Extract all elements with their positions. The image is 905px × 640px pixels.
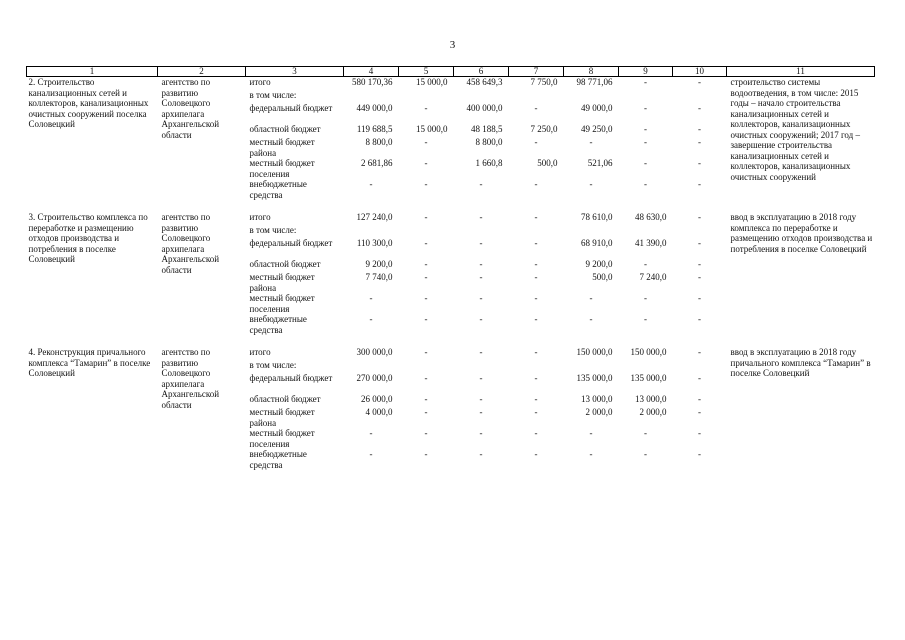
funding-source: итого bbox=[249, 212, 271, 222]
amount-cell bbox=[399, 225, 454, 238]
amount-cell: - bbox=[698, 373, 701, 383]
amount-cell: - bbox=[698, 272, 701, 282]
amount-cell: - bbox=[698, 179, 701, 189]
amount-cell bbox=[564, 225, 619, 238]
amount-cell: - bbox=[479, 238, 483, 248]
amount-cell: - bbox=[698, 124, 701, 134]
amount-cell: - bbox=[424, 428, 428, 438]
separator-cell bbox=[27, 335, 875, 347]
amount-cell: 1 660,8 bbox=[475, 158, 503, 168]
amount-cell: 127 240,0 bbox=[356, 212, 393, 222]
expected-result: ввод в эксплуатацию в 2018 году комплекса по переработке и размещению отходов производства и потребления в поселке Соловецкий bbox=[730, 212, 873, 254]
project-separator bbox=[27, 200, 875, 212]
amount-cell: 449 000,0 bbox=[356, 103, 393, 113]
amount-cell: - bbox=[424, 137, 428, 147]
amount-cell: - bbox=[698, 347, 701, 357]
table-body bbox=[27, 77, 875, 471]
amount-cell: - bbox=[698, 212, 701, 222]
amount-cell: 41 390,0 bbox=[635, 238, 667, 248]
amount-cell: - bbox=[644, 103, 647, 113]
amount-cell: - bbox=[644, 179, 647, 189]
amount-cell: - bbox=[424, 259, 428, 269]
amount-cell: - bbox=[698, 449, 701, 459]
amount-cell: 135 000,0 bbox=[576, 373, 613, 383]
amount-cell: 270 000,0 bbox=[356, 373, 393, 383]
amount-cell: - bbox=[369, 428, 373, 438]
amount-cell: - bbox=[644, 428, 647, 438]
amount-cell: - bbox=[698, 394, 701, 404]
amount-cell bbox=[619, 225, 673, 238]
column-header: 2 bbox=[158, 67, 246, 77]
amount-cell: - bbox=[424, 179, 428, 189]
table-row bbox=[27, 212, 875, 225]
amount-cell: - bbox=[644, 293, 647, 303]
amount-cell: - bbox=[534, 293, 538, 303]
expected-result: строительство системы водоотведения, в том числе: 2015 годы – начало строительства канализационных сетей и коллекторов, канализационных очистных сооружений; 2017 год – завершение строительства канализационных сетей и коллекторов, канализационных очистных сооружений bbox=[730, 77, 860, 182]
column-header: 8 bbox=[564, 67, 619, 77]
amount-cell: - bbox=[698, 238, 701, 248]
table-row bbox=[27, 347, 875, 360]
amount-cell: - bbox=[369, 293, 373, 303]
amount-cell: - bbox=[698, 259, 701, 269]
amount-cell: - bbox=[698, 314, 701, 324]
amount-cell: 500,0 bbox=[592, 272, 613, 282]
amount-cell: - bbox=[534, 238, 538, 248]
amount-cell: - bbox=[698, 428, 701, 438]
funding-source: в том числе: bbox=[249, 225, 297, 235]
amount-cell: 9 200,0 bbox=[585, 259, 613, 269]
amount-cell: 13 000,0 bbox=[581, 394, 613, 404]
amount-cell: 26 000,0 bbox=[361, 394, 393, 404]
amount-cell: - bbox=[534, 347, 538, 357]
amount-cell: - bbox=[479, 179, 483, 189]
amount-cell: - bbox=[534, 137, 538, 147]
funding-source: местный бюджет поселения bbox=[249, 158, 315, 179]
funding-source: областной бюджет bbox=[249, 394, 321, 404]
amount-cell: - bbox=[644, 449, 647, 459]
amount-cell bbox=[619, 360, 673, 373]
amount-cell bbox=[454, 90, 509, 103]
funding-source: местный бюджет района bbox=[249, 272, 315, 293]
amount-cell: - bbox=[479, 212, 483, 222]
funding-source: внебюджетные средства bbox=[249, 179, 307, 200]
amount-cell: 49 250,0 bbox=[581, 124, 613, 134]
amount-cell: 2 000,0 bbox=[639, 407, 667, 417]
amount-cell: - bbox=[424, 212, 428, 222]
amount-cell: 300 000,0 bbox=[356, 347, 393, 357]
amount-cell: 400 000,0 bbox=[466, 103, 503, 113]
funding-source: федеральный бюджет bbox=[249, 373, 333, 383]
funding-source: областной бюджет bbox=[249, 124, 321, 134]
amount-cell bbox=[673, 225, 727, 238]
amount-cell: - bbox=[534, 394, 538, 404]
amount-cell: 15 000,0 bbox=[416, 124, 448, 134]
expected-result: ввод в эксплуатацию в 2018 году причального комплекса “Тамарин” в поселке Соловецкий bbox=[730, 347, 871, 378]
amount-cell bbox=[564, 90, 619, 103]
column-header: 5 bbox=[399, 67, 454, 77]
amount-cell: - bbox=[534, 428, 538, 438]
amount-cell: 7 750,0 bbox=[530, 77, 558, 87]
amount-cell: - bbox=[589, 449, 593, 459]
funding-table-container bbox=[26, 66, 874, 470]
amount-cell: - bbox=[698, 158, 701, 168]
amount-cell: - bbox=[369, 314, 373, 324]
amount-cell bbox=[454, 360, 509, 373]
amount-cell: - bbox=[644, 314, 647, 324]
responsible-agency: агентство по развитию Соловецкого архипелага Архангельской области bbox=[161, 77, 220, 140]
amount-cell: - bbox=[424, 293, 428, 303]
funding-source: местный бюджет района bbox=[249, 407, 315, 428]
amount-cell: - bbox=[644, 137, 647, 147]
amount-cell bbox=[619, 90, 673, 103]
amount-cell: 7 250,0 bbox=[530, 124, 558, 134]
funding-source: местный бюджет поселения bbox=[249, 293, 315, 314]
column-header: 4 bbox=[344, 67, 399, 77]
amount-cell: 135 000,0 bbox=[630, 373, 667, 383]
column-header: 6 bbox=[454, 67, 509, 77]
column-header: 11 bbox=[727, 67, 875, 77]
table-row bbox=[27, 77, 875, 91]
amount-cell: - bbox=[534, 272, 538, 282]
amount-cell: - bbox=[644, 124, 647, 134]
funding-source: в том числе: bbox=[249, 360, 297, 370]
amount-cell: - bbox=[479, 259, 483, 269]
amount-cell: 68 910,0 bbox=[581, 238, 613, 248]
column-header: 3 bbox=[246, 67, 344, 77]
funding-source: федеральный бюджет bbox=[249, 238, 333, 248]
amount-cell bbox=[509, 90, 564, 103]
amount-cell: - bbox=[698, 77, 701, 87]
amount-cell: 2 000,0 bbox=[585, 407, 613, 417]
amount-cell: - bbox=[424, 272, 428, 282]
amount-cell: 8 800,0 bbox=[475, 137, 503, 147]
column-header: 10 bbox=[673, 67, 727, 77]
amount-cell bbox=[344, 90, 399, 103]
funding-source: федеральный бюджет bbox=[249, 103, 333, 113]
funding-source: местный бюджет района bbox=[249, 137, 315, 158]
amount-cell: - bbox=[589, 293, 593, 303]
amount-cell: - bbox=[479, 373, 483, 383]
amount-cell: 78 610,0 bbox=[581, 212, 613, 222]
amount-cell: - bbox=[369, 449, 373, 459]
amount-cell: 580 170,36 bbox=[352, 77, 393, 87]
amount-cell: - bbox=[479, 272, 483, 282]
amount-cell: - bbox=[644, 77, 647, 87]
amount-cell: 7 740,0 bbox=[365, 272, 393, 282]
funding-source: областной бюджет bbox=[249, 259, 321, 269]
funding-source: итого bbox=[249, 77, 271, 87]
amount-cell: 500,0 bbox=[537, 158, 558, 168]
amount-cell bbox=[564, 360, 619, 373]
amount-cell: 9 200,0 bbox=[365, 259, 393, 269]
funding-source: внебюджетные средства bbox=[249, 314, 307, 335]
amount-cell: - bbox=[424, 158, 428, 168]
amount-cell: - bbox=[479, 314, 483, 324]
amount-cell: 521,06 bbox=[587, 158, 613, 168]
amount-cell: - bbox=[479, 407, 483, 417]
funding-source: внебюджетные средства bbox=[249, 449, 307, 470]
amount-cell: - bbox=[589, 428, 593, 438]
funding-table bbox=[26, 66, 875, 470]
funding-source: местный бюджет поселения bbox=[249, 428, 315, 449]
amount-cell: - bbox=[589, 314, 593, 324]
amount-cell bbox=[454, 225, 509, 238]
amount-cell: 7 240,0 bbox=[639, 272, 667, 282]
amount-cell: - bbox=[644, 158, 647, 168]
separator-cell bbox=[27, 200, 875, 212]
amount-cell: - bbox=[479, 293, 483, 303]
project-name: 4. Реконструкция причального комплекса “Тамарин” в поселке Соловецкий bbox=[28, 347, 151, 378]
amount-cell: - bbox=[698, 293, 701, 303]
amount-cell: 48 188,5 bbox=[471, 124, 503, 134]
amount-cell: 150 000,0 bbox=[576, 347, 613, 357]
amount-cell: - bbox=[534, 179, 538, 189]
amount-cell: 13 000,0 bbox=[635, 394, 667, 404]
amount-cell: - bbox=[424, 103, 428, 113]
project-name: 2. Строительство канализационных сетей и коллекторов, канализационных очистных сооружений поселка Соловецкий bbox=[28, 77, 149, 129]
amount-cell bbox=[399, 90, 454, 103]
amount-cell: 48 630,0 bbox=[635, 212, 667, 222]
amount-cell: - bbox=[534, 373, 538, 383]
funding-source: итого bbox=[249, 347, 271, 357]
amount-cell: - bbox=[479, 394, 483, 404]
amount-cell: 49 000,0 bbox=[581, 103, 613, 113]
amount-cell: - bbox=[534, 259, 538, 269]
amount-cell: - bbox=[424, 449, 428, 459]
amount-cell: - bbox=[644, 259, 647, 269]
amount-cell: - bbox=[424, 394, 428, 404]
page-number: 3 bbox=[449, 39, 456, 51]
amount-cell bbox=[673, 360, 727, 373]
column-header: 1 bbox=[27, 67, 158, 77]
amount-cell: - bbox=[479, 428, 483, 438]
responsible-agency: агентство по развитию Соловецкого архипелага Архангельской области bbox=[161, 212, 220, 275]
column-number-row bbox=[27, 67, 875, 77]
amount-cell bbox=[509, 225, 564, 238]
amount-cell: - bbox=[698, 103, 701, 113]
funding-source: в том числе: bbox=[249, 90, 297, 100]
amount-cell: - bbox=[534, 103, 538, 113]
project-name: 3. Строительство комплекса по переработке и размещению отходов производства и потребления в поселке Соловецкий bbox=[28, 212, 148, 264]
amount-cell: 4 000,0 bbox=[365, 407, 393, 417]
project-separator bbox=[27, 335, 875, 347]
amount-cell: - bbox=[534, 314, 538, 324]
amount-cell: - bbox=[534, 449, 538, 459]
amount-cell: - bbox=[534, 212, 538, 222]
amount-cell: - bbox=[424, 347, 428, 357]
amount-cell bbox=[399, 360, 454, 373]
amount-cell: - bbox=[698, 137, 701, 147]
amount-cell: 458 649,3 bbox=[466, 77, 503, 87]
amount-cell: - bbox=[534, 407, 538, 417]
amount-cell: - bbox=[424, 373, 428, 383]
amount-cell: - bbox=[479, 449, 483, 459]
amount-cell bbox=[673, 90, 727, 103]
amount-cell: 110 300,0 bbox=[356, 238, 393, 248]
amount-cell: - bbox=[698, 407, 701, 417]
amount-cell: 98 771,06 bbox=[576, 77, 613, 87]
amount-cell: - bbox=[589, 179, 593, 189]
amount-cell: - bbox=[589, 137, 593, 147]
amount-cell: 2 681,86 bbox=[361, 158, 393, 168]
amount-cell: - bbox=[479, 347, 483, 357]
amount-cell: 8 800,0 bbox=[365, 137, 393, 147]
amount-cell: - bbox=[369, 179, 373, 189]
column-header: 9 bbox=[619, 67, 673, 77]
column-header: 7 bbox=[509, 67, 564, 77]
amount-cell: 119 688,5 bbox=[356, 124, 393, 134]
amount-cell: - bbox=[424, 314, 428, 324]
amount-cell: - bbox=[424, 407, 428, 417]
amount-cell bbox=[509, 360, 564, 373]
amount-cell: - bbox=[424, 238, 428, 248]
amount-cell bbox=[344, 225, 399, 238]
amount-cell: 150 000,0 bbox=[630, 347, 667, 357]
amount-cell: 15 000,0 bbox=[416, 77, 448, 87]
amount-cell bbox=[344, 360, 399, 373]
responsible-agency: агентство по развитию Соловецкого архипелага Архангельской области bbox=[161, 347, 220, 410]
